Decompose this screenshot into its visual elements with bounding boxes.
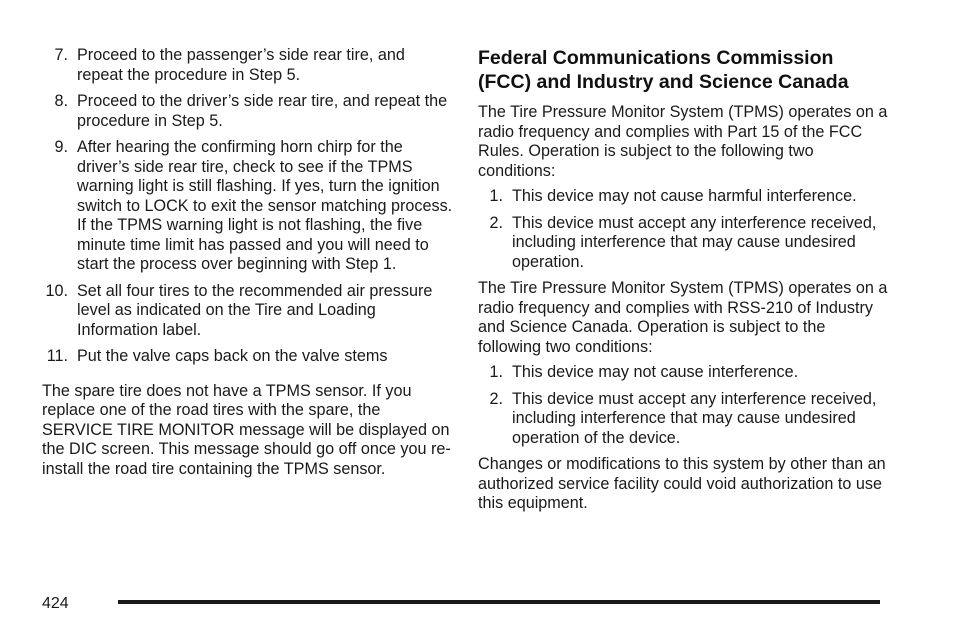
step-number: 8. <box>54 92 68 110</box>
condition-text: This device may not cause interference. <box>512 363 799 381</box>
condition-text: This device may not cause harmful interference. <box>512 187 857 205</box>
condition-number: 1. <box>489 363 503 381</box>
fcc-conditions <box>478 187 888 272</box>
condition-item <box>478 390 888 449</box>
fcc-intro: The Tire Pressure Monitor System (TPMS) operates on a radio frequency and complies with Part 15 of the FCC Rules. Operation is subject to the following two conditions: <box>478 103 888 180</box>
step-number: 9. <box>54 138 68 156</box>
spare-tire-note: The spare tire does not have a TPMS sensor. If you replace one of the road tires with the spare, the SERVICE TIRE MONITOR message will be displayed on the DIC screen. This message should go off once you re-install the road tire containing the TPMS sensor. <box>42 381 451 478</box>
step-item <box>42 92 454 131</box>
condition-text: This device must accept any interference received, including interference that may cause undesired operation. <box>512 213 877 271</box>
step-item <box>42 138 454 275</box>
step-text: Proceed to the driver’s side rear tire, and repeat the procedure in Step 5. <box>77 92 448 130</box>
section-heading: Federal Communications Commission (FCC) and Industry and Science Canada <box>478 47 849 93</box>
left-column <box>42 46 454 479</box>
step-item <box>42 46 454 85</box>
condition-item <box>478 187 888 207</box>
step-item <box>42 282 454 341</box>
condition-number: 2. <box>489 213 503 232</box>
condition-text: This device must accept any interference received, including interference that may cause undesired operation of the device. <box>512 389 877 447</box>
condition-item <box>478 214 888 273</box>
rss-intro: The Tire Pressure Monitor System (TPMS) operates on a radio frequency and complies with RSS-210 of Industry and Science Canada. Operation is subject to the following two conditions: <box>478 279 888 356</box>
footer-rule <box>118 600 880 604</box>
condition-number: 1. <box>489 187 503 205</box>
right-column <box>478 46 888 514</box>
rss-conditions <box>478 363 888 448</box>
step-text: Set all four tires to the recommended air pressure level as indicated on the Tire and Loading Information label. <box>77 281 433 339</box>
step-item <box>42 347 454 367</box>
condition-number: 2. <box>489 389 503 408</box>
page-number: 424 <box>42 595 69 612</box>
procedure-steps <box>42 46 454 367</box>
condition-item <box>478 363 888 383</box>
step-number: 7. <box>54 46 68 64</box>
step-number: 11. <box>46 347 68 365</box>
changes-note: Changes or modifications to this system by other than an authorized service facility could void authorization to use this equipment. <box>478 455 886 512</box>
step-text: Put the valve caps back on the valve stems <box>77 347 388 365</box>
step-text: Proceed to the passenger’s side rear tire, and repeat the procedure in Step 5. <box>77 46 405 84</box>
step-text: After hearing the confirming horn chirp for the driver’s side rear tire, check to see if the TPMS warning light is still flashing. If yes, turn the ignition switch to LOCK to exit the sensor matching process. If the TPMS warning light is not flashing, the five minute time limit has passed and you will need to start the process over beginning with Step 1. <box>77 138 453 273</box>
step-number: 10. <box>45 281 68 300</box>
